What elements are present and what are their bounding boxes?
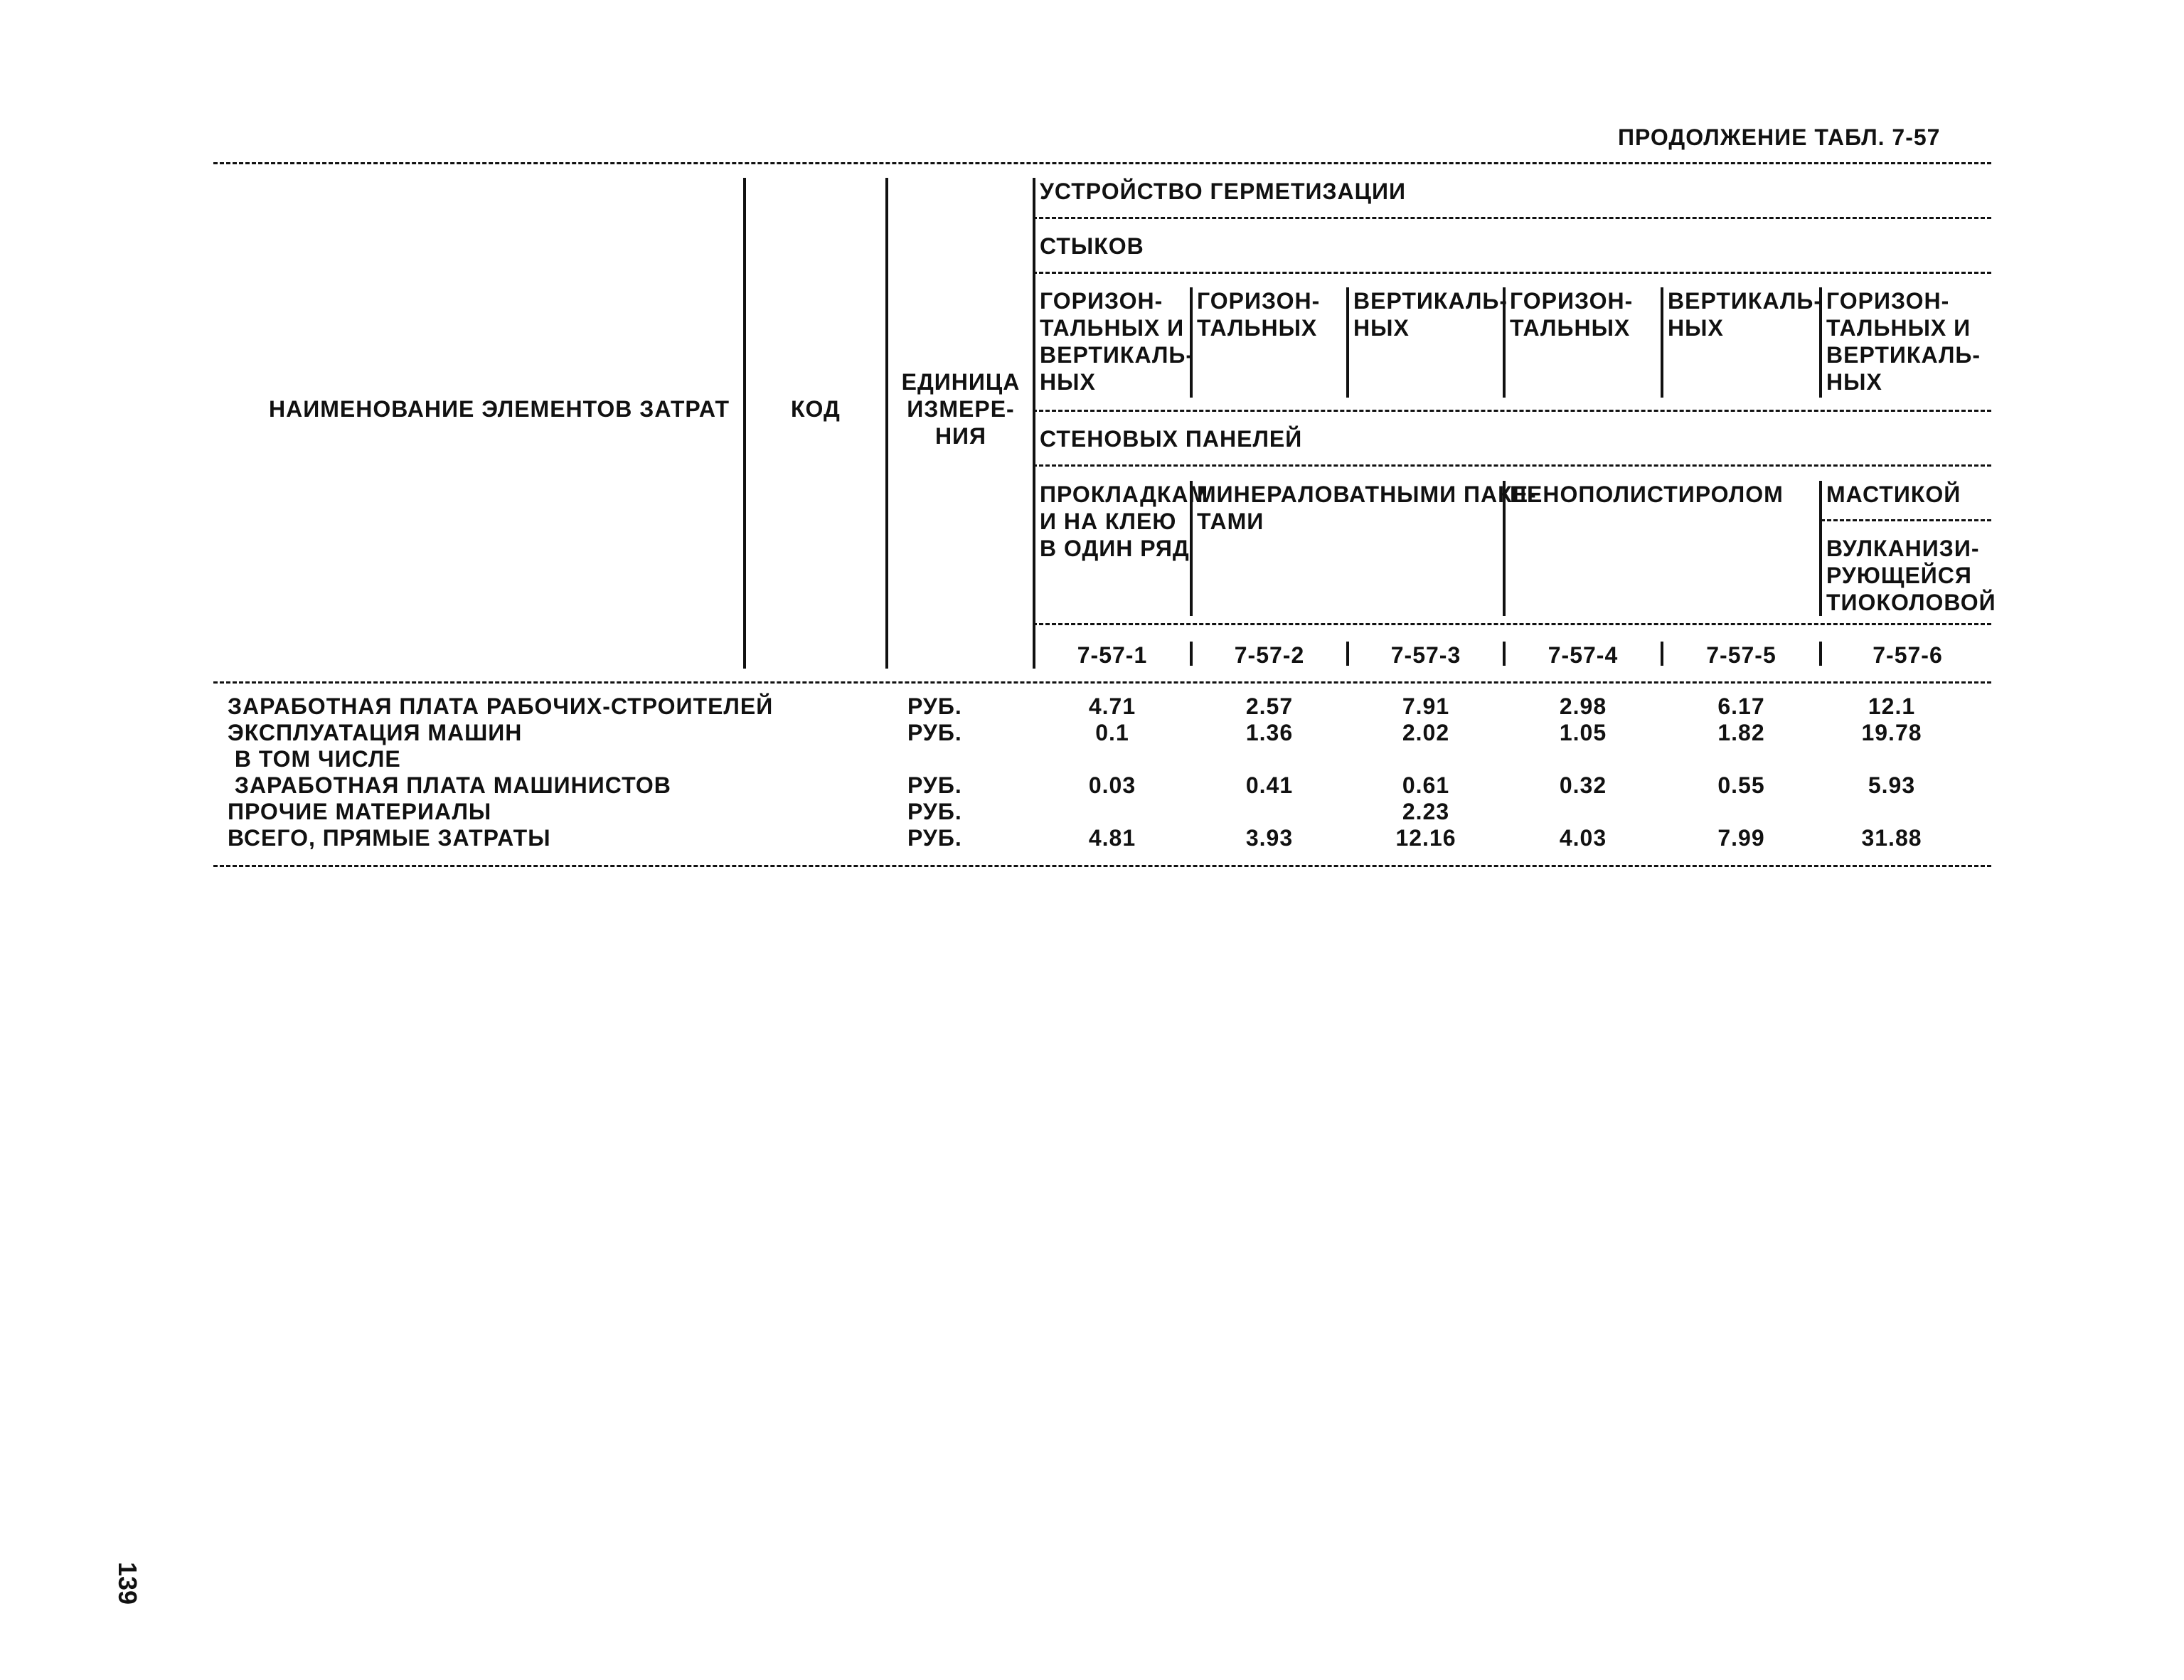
row-name: ЗАРАБОТНАЯ ПЛАТА РАБОЧИХ-СТРОИТЕЛЕЙ — [228, 693, 774, 719]
header-cost-elements: НАИМЕНОВАНИЕ ЭЛЕМЕНТОВ ЗАТРАТ — [269, 396, 730, 422]
row-name: В ТОМ ЧИСЛЕ — [228, 746, 401, 772]
rule-under-panels — [1033, 464, 1991, 467]
separator-orientation-2 — [1346, 287, 1349, 398]
table-top-rule — [213, 162, 1991, 164]
row-value: 3.93 — [1245, 825, 1294, 851]
row-value: 19.78 — [1861, 720, 1922, 745]
separator-orientation-4 — [1661, 287, 1663, 398]
separator-material-3 — [1819, 481, 1822, 616]
header-orientation-1: ГОРИЗОН- ТАЛЬНЫХ И ВЕРТИКАЛЬ- НЫХ — [1040, 288, 1195, 395]
column-code-6: 7-57-6 — [1873, 642, 1943, 668]
row-value: 4.71 — [1088, 693, 1136, 719]
row-name: ПРОЧИЕ МАТЕРИАЛЫ — [228, 799, 492, 824]
header-orientation-4: ГОРИЗОН- ТАЛЬНЫХ — [1510, 288, 1634, 341]
row-unit: РУБ. — [907, 693, 962, 719]
header-orientation-6: ГОРИЗОН- ТАЛЬНЫХ И ВЕРТИКАЛЬ- НЫХ — [1826, 288, 1981, 395]
separator-unit-data — [1033, 178, 1035, 669]
column-code-2: 7-57-2 — [1234, 642, 1305, 668]
row-unit: РУБ. — [907, 720, 962, 745]
row-name: ЭКСПЛУАТАЦИЯ МАШИН — [228, 720, 523, 745]
row-value: 1.36 — [1245, 720, 1294, 745]
table-caption: ПРОДОЛЖЕНИЕ ТАБЛ. 7-57 — [1618, 124, 1941, 150]
row-value: 2.57 — [1245, 693, 1294, 719]
rule-under-joints — [1033, 272, 1991, 274]
row-value: 7.99 — [1717, 825, 1765, 851]
separator-name-code — [743, 178, 746, 669]
row-value: 7.91 — [1402, 693, 1450, 719]
header-bottom-rule — [213, 681, 1991, 684]
row-value: 12.1 — [1868, 693, 1916, 719]
row-value: 31.88 — [1861, 825, 1922, 851]
row-unit: РУБ. — [907, 772, 962, 798]
separator-code-2 — [1346, 642, 1349, 666]
header-orientation-3: ВЕРТИКАЛЬ- НЫХ — [1353, 288, 1508, 341]
header-material-1: ПРОКЛАДКАМ И НА КЛЕЮ В ОДИН РЯД — [1040, 482, 1209, 561]
row-value: 1.05 — [1559, 720, 1607, 745]
separator-code-1 — [1190, 642, 1193, 666]
row-value: 12.16 — [1395, 825, 1456, 851]
row-value: 2.02 — [1402, 720, 1450, 745]
rule-under-work — [1033, 217, 1991, 219]
row-value: 6.17 — [1717, 693, 1765, 719]
column-code-5: 7-57-5 — [1706, 642, 1777, 668]
header-material-4: МАСТИКОЙ — [1826, 482, 1961, 507]
row-name: ВСЕГО, ПРЯМЫЕ ЗАТРАТЫ — [228, 825, 551, 851]
row-value: 0.03 — [1088, 772, 1136, 798]
header-code: КОД — [791, 396, 841, 422]
rule-above-codes — [1033, 623, 1991, 625]
row-value: 4.81 — [1088, 825, 1136, 851]
row-value: 0.61 — [1402, 772, 1450, 798]
rule-under-orientations — [1033, 410, 1991, 412]
header-panels: СТЕНОВЫХ ПАНЕЛЕЙ — [1040, 426, 1303, 452]
header-work: УСТРОЙСТВО ГЕРМЕТИЗАЦИИ — [1040, 179, 1407, 204]
row-unit: РУБ. — [907, 799, 962, 824]
rule-mastic-sub — [1821, 519, 1991, 521]
row-value: 5.93 — [1868, 772, 1916, 798]
header-material-2: МИНЕРАЛОВАТНЫМИ ПАКЕ- ТАМИ — [1197, 482, 1537, 534]
separator-code-3 — [1503, 642, 1506, 666]
column-code-1: 7-57-1 — [1077, 642, 1148, 668]
column-code-3: 7-57-3 — [1390, 642, 1461, 668]
separator-code-5 — [1819, 642, 1822, 666]
row-value: 2.98 — [1559, 693, 1607, 719]
column-code-4: 7-57-4 — [1548, 642, 1619, 668]
row-value: 4.03 — [1559, 825, 1607, 851]
header-material-3: ПЕНОПОЛИСТИРОЛОМ — [1510, 482, 1784, 507]
row-unit: РУБ. — [907, 825, 962, 851]
header-mastic-sub: ВУЛКАНИЗИ- РУЮЩЕЙСЯ ТИОКОЛОВОЙ — [1826, 536, 1996, 615]
separator-code-4 — [1661, 642, 1663, 666]
row-value: 0.55 — [1717, 772, 1765, 798]
separator-code-unit — [885, 178, 888, 669]
row-value: 0.41 — [1245, 772, 1294, 798]
header-orientation-5: ВЕРТИКАЛЬ- НЫХ — [1668, 288, 1823, 341]
page-number: 139 — [113, 1562, 142, 1605]
row-value: 0.32 — [1559, 772, 1607, 798]
header-unit: ЕДИНИЦА ИЗМЕРЕ- НИЯ — [901, 369, 1021, 449]
row-value: 0.1 — [1095, 720, 1129, 745]
header-orientation-2: ГОРИЗОН- ТАЛЬНЫХ — [1197, 288, 1321, 341]
row-value: 1.82 — [1717, 720, 1765, 745]
header-joints: СТЫКОВ — [1040, 233, 1144, 259]
table-bottom-rule — [213, 865, 1991, 867]
row-value: 2.23 — [1402, 799, 1450, 824]
row-name: ЗАРАБОТНАЯ ПЛАТА МАШИНИСТОВ — [228, 772, 671, 798]
